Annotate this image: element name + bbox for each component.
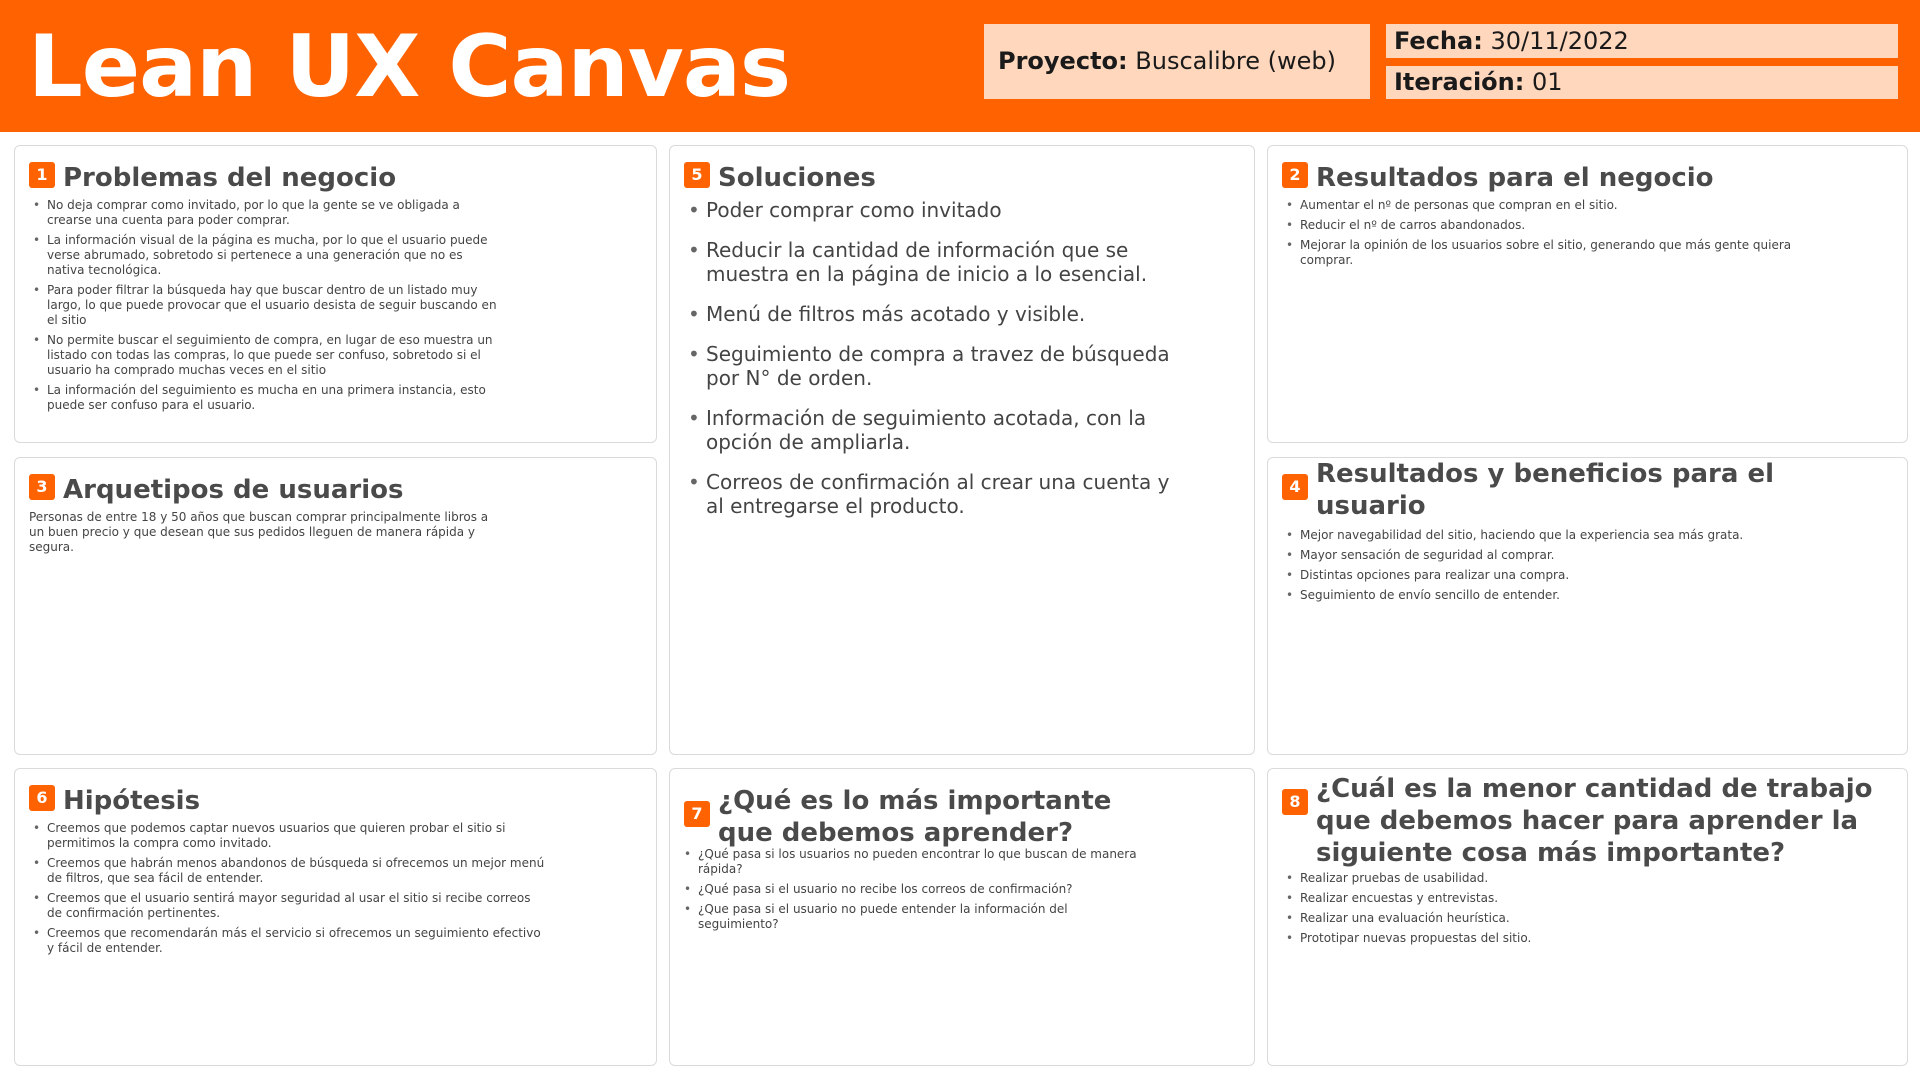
card-title: ¿Cuál es la menor cantidad de trabajo que debemos hacer para aprender la siguiente cosa más importante? [1316, 774, 1873, 868]
card-number-badge: 3 [29, 474, 55, 500]
card-user-benefits [1267, 457, 1908, 755]
list-item: • Creemos que habrán menos abandonos de búsqueda si ofrecemos un mejor menú de filtros, que sea fácil de entender. [29, 856, 549, 886]
card-list [1282, 871, 1812, 951]
list-item: • Creemos que podemos captar nuevos usuarios que quieren probar el sitio si permitimos la compra como invitado. [29, 821, 549, 851]
list-item: • Prototipar nuevas propuestas del sitio. [1282, 931, 1812, 946]
list-item: • No permite buscar el seguimiento de compra, en lugar de eso muestra un listado con todas las compras, lo que puede ser confuso, sobretodo si el usuario ha comprado muchas veces en el sitio [29, 333, 499, 378]
card-number-badge: 6 [29, 785, 55, 811]
card-business-outcomes [1267, 145, 1908, 443]
list-item: • Aumentar el nº de personas que compran en el sitio. [1282, 198, 1812, 213]
card-number-badge: 7 [684, 801, 710, 827]
list-item: • Realizar pruebas de usabilidad. [1282, 871, 1812, 886]
card-number-badge: 8 [1282, 789, 1308, 815]
list-item: • La información del seguimiento es mucha en una primera instancia, esto puede ser confuso para el usuario. [29, 383, 499, 413]
card-number-badge: 4 [1282, 474, 1308, 500]
iteration-label: Iteración: [1394, 68, 1525, 96]
card-user-archetypes [14, 457, 657, 755]
card-title: Resultados para el negocio [1316, 163, 1714, 193]
list-item: • Para poder filtrar la búsqueda hay que buscar dentro de un listado muy largo, lo que puede provocar que el usuario desista de seguir buscando en el sitio [29, 283, 499, 328]
list-item: • La información visual de la página es mucha, por lo que el usuario puede verse abrumado, sobretodo si pertenece a una generación que no es nativa tecnológica. [29, 233, 499, 278]
list-item: • Reducir la cantidad de información que se muestra en la página de inicio a lo esencial. [684, 238, 1184, 286]
list-item: • Realizar encuestas y entrevistas. [1282, 891, 1812, 906]
list-item: • Información de seguimiento acotada, con la opción de ampliarla. [684, 406, 1184, 454]
card-number-badge: 1 [29, 162, 55, 188]
list-item: • ¿Qué pasa si los usuarios no pueden encontrar lo que buscan de manera rápida? [680, 847, 1150, 877]
card-title: Soluciones [718, 163, 876, 193]
header-bar [0, 0, 1920, 132]
card-business-problems [14, 145, 657, 443]
card-solutions [669, 145, 1255, 755]
card-header [684, 785, 1242, 849]
card-title: Problemas del negocio [63, 163, 397, 193]
card-number-badge: 2 [1282, 162, 1308, 188]
iteration-field [1386, 66, 1898, 99]
card-title: Hipótesis [63, 786, 201, 816]
card-minimum-work [1267, 768, 1908, 1066]
card-title: ¿Qué es lo más importante que debemos aprender? [718, 786, 1112, 848]
date-value: 30/11/2022 [1490, 27, 1629, 55]
list-item: • ¿Que pasa si el usuario no puede entender la información del seguimiento? [680, 902, 1150, 932]
project-value: Buscalibre (web) [1135, 47, 1337, 75]
card-hypotheses [14, 768, 657, 1066]
card-header [29, 474, 644, 506]
list-item: • Menú de filtros más acotado y visible. [684, 302, 1184, 326]
list-item: • Mayor sensación de seguridad al comprar. [1282, 548, 1812, 563]
list-item: • ¿Qué pasa si el usuario no recibe los correos de confirmación? [680, 882, 1150, 897]
list-item: • Mejorar la opinión de los usuarios sobre el sitio, generando que más gente quiera comprar. [1282, 238, 1812, 268]
list-item: • Seguimiento de compra a travez de búsqueda por N° de orden. [684, 342, 1184, 390]
card-learning-priority [669, 768, 1255, 1066]
list-item: • Realizar una evaluación heurística. [1282, 911, 1812, 926]
list-item: • Reducir el nº de carros abandonados. [1282, 218, 1812, 233]
card-header [684, 162, 1242, 194]
card-list [29, 821, 549, 961]
card-header [29, 785, 644, 817]
card-header [29, 162, 644, 194]
card-header [1282, 162, 1895, 194]
project-label: Proyecto: [998, 47, 1128, 75]
page-title: Lean UX Canvas [28, 17, 791, 117]
list-item: • Seguimiento de envío sencillo de entender. [1282, 588, 1812, 603]
list-item: • Distintas opciones para realizar una compra. [1282, 568, 1812, 583]
card-title: Resultados y beneficios para el usuario [1316, 459, 1775, 521]
list-item: • Mejor navegabilidad del sitio, haciendo que la experiencia sea más grata. [1282, 528, 1812, 543]
card-list [29, 198, 499, 418]
list-item: • Creemos que recomendarán más el servicio si ofrecemos un seguimiento efectivo y fácil de entender. [29, 926, 549, 956]
card-list [1282, 528, 1812, 608]
list-item: • Poder comprar como invitado [684, 198, 1184, 222]
list-item: • Creemos que el usuario sentirá mayor seguridad al usar el sitio si recibe correos de confirmación pertinentes. [29, 891, 549, 921]
iteration-value: 01 [1531, 68, 1563, 96]
card-list [684, 198, 1184, 534]
date-field [1386, 24, 1898, 58]
card-list [1282, 198, 1812, 273]
card-number-badge: 5 [684, 162, 710, 188]
project-field [984, 24, 1370, 99]
card-list [680, 847, 1150, 937]
card-title: Arquetipos de usuarios [63, 475, 404, 505]
card-header [1282, 773, 1895, 869]
card-text: Personas de entre 18 y 50 años que buscan comprar principalmente libros a un buen precio y que desean que sus pedidos lleguen de manera rápida y segura. [29, 510, 489, 554]
list-item: • Correos de confirmación al crear una cuenta y al entregarse el producto. [684, 470, 1184, 518]
list-item: • No deja comprar como invitado, por lo que la gente se ve obligada a crearse una cuenta para poder comprar. [29, 198, 499, 228]
date-label: Fecha: [1394, 27, 1483, 55]
card-header [1282, 458, 1895, 522]
